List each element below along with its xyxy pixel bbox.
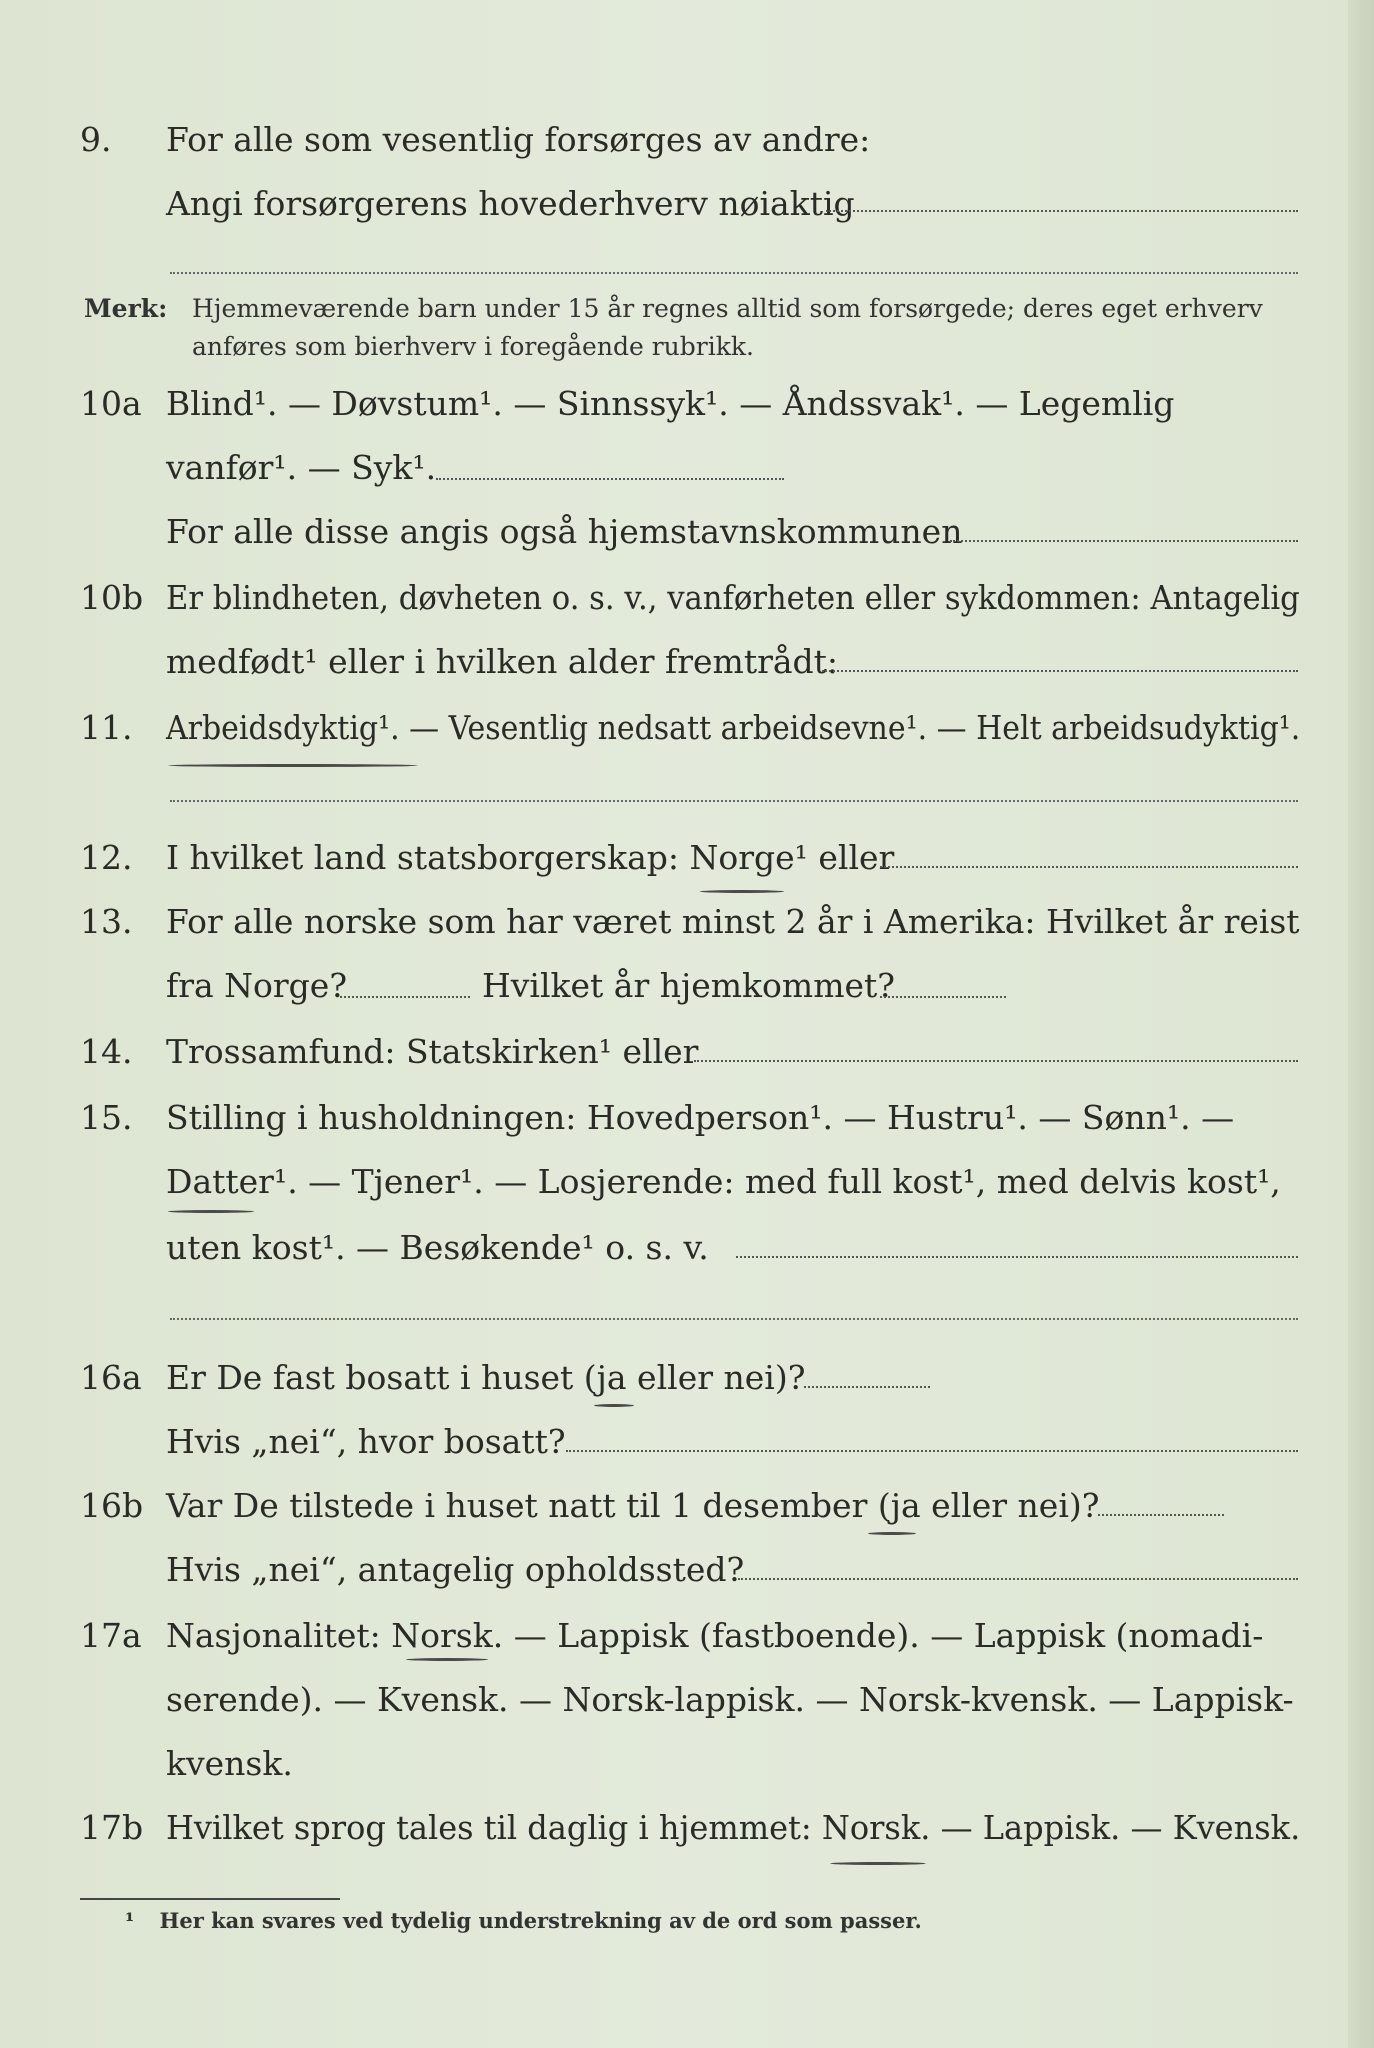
q15-text-2: Datter¹. — Tjener¹. — Losjerende: med full kost¹, med delvis kost¹, [166, 1162, 1281, 1201]
q17a-text-1: Nasjonalitet: Norsk. — Lappisk (fastboende). — Lappisk (nomadi- [166, 1616, 1264, 1655]
q10a-syk-answer-line[interactable] [436, 478, 784, 480]
q16b-opholdssted-answer-line[interactable] [738, 1578, 1298, 1580]
q16a-line-2 [0, 1410, 1374, 1474]
q17a-text-3: kvensk. [166, 1744, 293, 1783]
merk-label: Merk: [84, 294, 168, 323]
merk-text: Hjemmeværende barn under 15 år regnes alltid som forsørgede; deres eget erhverv anføres som bierhverv i foregående rubrikk. [192, 294, 1263, 361]
q14-number: 14. [80, 1032, 133, 1071]
q10a-number: 10a [80, 384, 142, 423]
q13-line-2 [0, 954, 1374, 1018]
q13-text-1: For alle norske som har været minst 2 år i Amerika: Hvilket år reist [166, 902, 1300, 941]
q13-number: 13. [80, 902, 133, 941]
q16a-text-2: Hvis „nei“, hvor bosatt? [166, 1422, 566, 1461]
q15-line-2 [0, 1150, 1374, 1214]
q16b-text-2: Hvis „nei“, antagelig opholdssted? [166, 1550, 745, 1589]
q17b-line-1 [0, 1796, 1374, 1860]
q17b-number: 17b [80, 1808, 144, 1847]
q9-text-2: Angi forsørgerens hovederhverv nøiaktig [166, 184, 855, 223]
q13-line-1 [0, 890, 1374, 954]
q17a-text-2: serende). — Kvensk. — Norsk-lappisk. — Norsk-kvensk. — Lappisk- [166, 1680, 1294, 1719]
q14-text-1: Trossamfund: Statskirken¹ eller [166, 1032, 699, 1071]
q17a-underline-mark [406, 1658, 488, 1661]
q13-text-3: Hvilket år hjemkommet? [482, 966, 895, 1005]
q16a-text-1: Er De fast bosatt i huset (ja eller nei)? [166, 1358, 806, 1397]
q12-answer-line[interactable] [880, 866, 1298, 868]
q15-line-3 [0, 1216, 1374, 1280]
footnote [125, 1906, 922, 1936]
q10b-text-2: medfødt¹ eller i hvilken alder fremtrådt: [166, 642, 839, 681]
q10b-text-1: Er blindheten, døvheten o. s. v., vanførheten eller sykdommen: Antagelig [166, 578, 1300, 617]
q9-text-1: For alle som vesentlig forsørges av andre: [166, 120, 871, 159]
q9-number: 9. [80, 120, 112, 159]
q17b-text-1: Hvilket sprog tales til daglig i hjemmet: Norsk. — Lappisk. — Kvensk. [166, 1808, 1301, 1847]
q11-line-1 [0, 696, 1374, 760]
q16a-answer-line[interactable] [804, 1386, 930, 1388]
q12-text-1: I hvilket land statsborgerskap: Norge¹ eller [166, 838, 895, 877]
q13-hjemkommet-answer-line[interactable] [880, 996, 1006, 998]
q10a-line-1 [0, 372, 1374, 436]
q10a-line-3 [0, 500, 1374, 564]
q15-line-1 [0, 1086, 1374, 1150]
q17a-line-3 [0, 1732, 1374, 1796]
q16a-bosatt-answer-line[interactable] [566, 1450, 1298, 1452]
q15-underline-mark [168, 1210, 254, 1213]
q15-answer-line-2[interactable] [170, 1318, 1298, 1320]
footnote-mark: ¹ [125, 1908, 135, 1933]
q10b-line-2 [0, 630, 1374, 694]
q10b-number: 10b [80, 578, 144, 617]
q17b-underline-mark [830, 1862, 926, 1865]
q15-text-3: uten kost¹. — Besøkende¹ o. s. v. [166, 1228, 709, 1267]
q9-line-1 [0, 108, 1374, 172]
q15-number: 15. [80, 1098, 133, 1137]
q10b-line-1 [0, 566, 1374, 630]
q14-answer-line[interactable] [694, 1060, 1298, 1062]
q16b-number: 16b [80, 1486, 144, 1525]
q16a-underline-mark [594, 1404, 634, 1407]
q12-number: 12. [80, 838, 133, 877]
q13-reist-answer-line[interactable] [340, 996, 470, 998]
q9-line-2 [0, 172, 1374, 236]
q15-answer-line[interactable] [736, 1256, 1298, 1258]
footnote-text: Her kan svares ved tydelig understrekning av de ord som passer. [159, 1908, 922, 1933]
q9-answer-line[interactable] [826, 210, 1298, 212]
q16a-line-1 [0, 1346, 1374, 1410]
q11-answer-line[interactable] [170, 800, 1298, 802]
q16b-underline-mark [868, 1532, 916, 1535]
q10a-line-2 [0, 436, 1374, 500]
q16b-text-1: Var De tilstede i huset natt til 1 desember (ja eller nei)? [166, 1486, 1100, 1525]
q17a-line-2 [0, 1668, 1374, 1732]
q16b-answer-line[interactable] [1098, 1514, 1224, 1516]
q11-number: 11. [80, 708, 133, 747]
q16a-number: 16a [80, 1358, 142, 1397]
q10a-answer-line[interactable] [950, 540, 1298, 542]
footnote-rule [80, 1898, 340, 1900]
q13-text-2: fra Norge? [166, 966, 348, 1005]
q10a-text-3: For alle disse angis også hjemstavnskommunen [166, 512, 963, 551]
q10a-text-2: vanfør¹. — Syk¹. [166, 448, 437, 487]
q12-line-1 [0, 826, 1374, 890]
q11-underline-mark [168, 764, 418, 767]
q17a-line-1 [0, 1604, 1374, 1668]
q10a-text-1: Blind¹. — Døvstum¹. — Sinnssyk¹. — Åndssvak¹. — Legemlig [166, 384, 1175, 423]
q17a-number: 17a [80, 1616, 142, 1655]
q10b-answer-line[interactable] [822, 670, 1298, 672]
q15-text-1: Stilling i husholdningen: Hovedperson¹. — Hustru¹. — Sønn¹. — [166, 1098, 1235, 1137]
q16b-line-2 [0, 1538, 1374, 1602]
q16b-line-1 [0, 1474, 1374, 1538]
q14-line-1 [0, 1020, 1374, 1084]
q9-answer-line-2[interactable] [170, 272, 1298, 274]
q11-text-1: Arbeidsdyktig¹. — Vesentlig nedsatt arbeidsevne¹. — Helt arbeidsudyktig¹. [166, 708, 1301, 747]
